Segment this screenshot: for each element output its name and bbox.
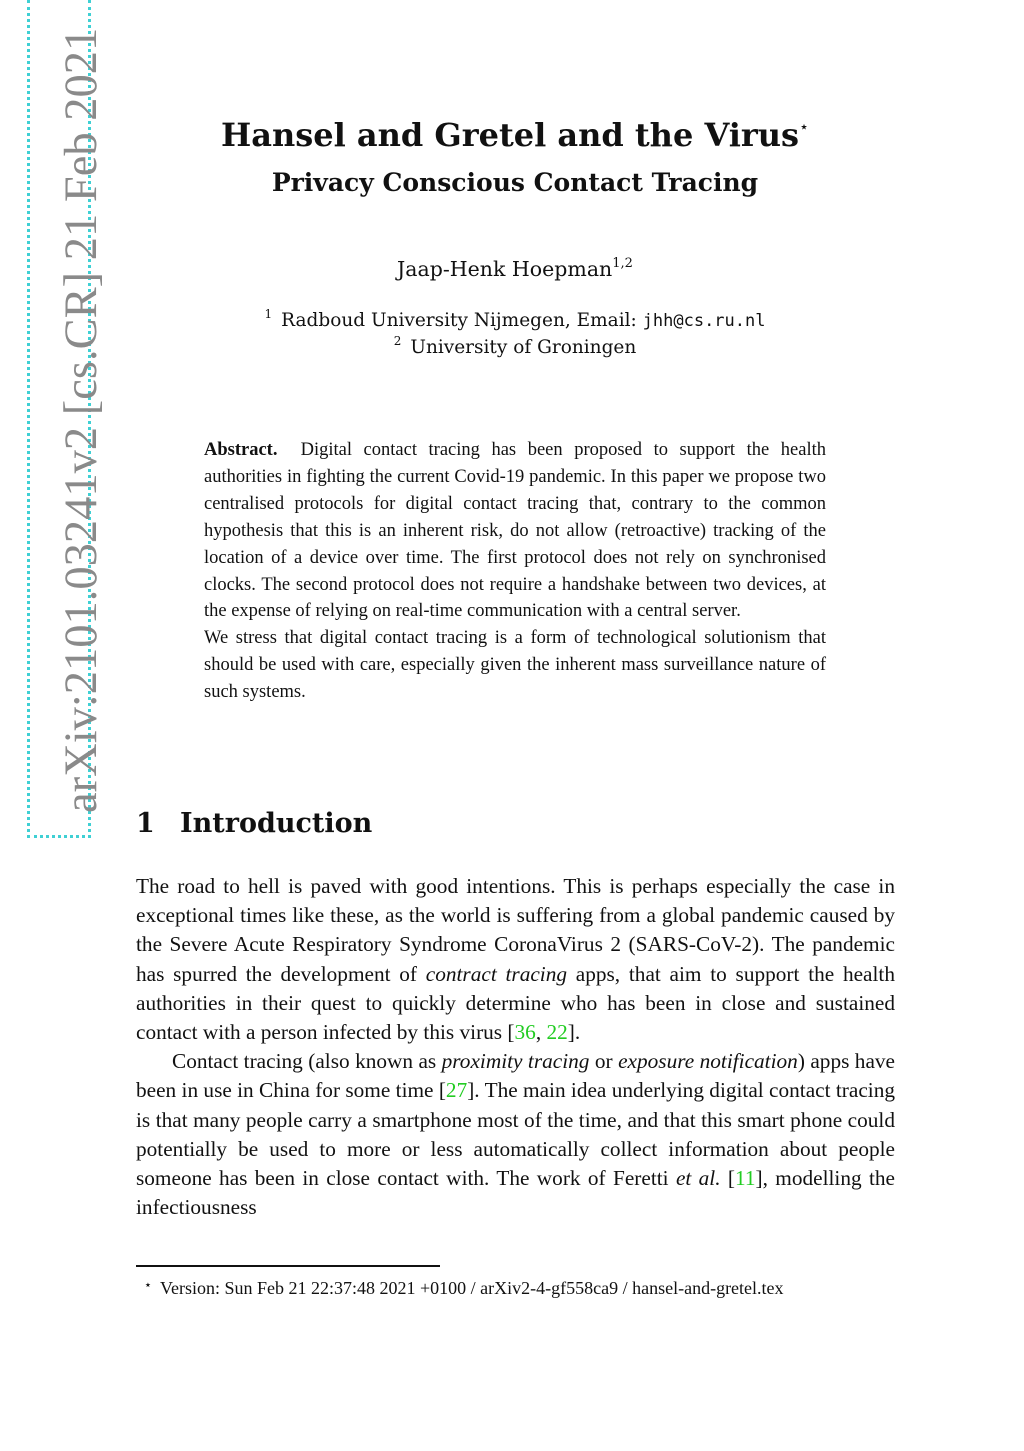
- section-number: 1: [136, 808, 155, 839]
- emphasis: exposure notification: [618, 1049, 798, 1074]
- abstract: [204, 437, 826, 706]
- text-run: [: [720, 1166, 735, 1191]
- text-run: or: [589, 1049, 619, 1074]
- text-run: apps, that aim to support the health authorities in their quest to quickly determine who has been in close and sustained contact with a person infected by this virus [: [136, 961, 895, 1045]
- footnote: [136, 1271, 895, 1302]
- affiliation-1: [0, 307, 1024, 331]
- title-footnote-mark: ⋆: [799, 117, 810, 136]
- affiliation-text: Radboud University Nijmegen, Email:: [281, 310, 643, 331]
- intro-paragraph-2: [136, 1047, 895, 1222]
- body-text: [136, 872, 895, 1222]
- emphasis: proximity tracing: [441, 1049, 590, 1074]
- author-email[interactable]: jhh@cs.ru.nl: [642, 311, 766, 331]
- section-title: Introduction: [180, 808, 373, 839]
- section-heading: [136, 808, 372, 839]
- abstract-paragraph-2: We stress that digital contact tracing is a form of technological solutionism that should be used with care, especially given the inherent mass surveillance nature of such systems.: [204, 628, 826, 703]
- text-run: Contact tracing (also known as: [172, 1049, 442, 1074]
- paper-subtitle: Privacy Conscious Contact Tracing: [271, 168, 759, 197]
- footnote-rule: [136, 1265, 440, 1267]
- paper-title: [0, 116, 1024, 154]
- emphasis: contract tracing: [425, 961, 568, 986]
- abstract-paragraph-1: [204, 437, 826, 625]
- text-run: ], modelling the infectiousness: [136, 1166, 896, 1220]
- affiliation-text: University of Groningen: [410, 337, 637, 358]
- text-run: ) apps have been in use in China for some time [: [136, 1049, 896, 1103]
- arxiv-stamp: arXiv:2101.03241v2 [cs.CR] 21 Feb 2021: [56, 27, 107, 813]
- footnote-mark: ⋆: [143, 1277, 153, 1292]
- emphasis: et al.: [675, 1166, 721, 1191]
- footnote-text: Version: Sun Feb 21 22:37:48 2021 +0100 / arXiv2-4-gf558ca9 / hansel-and-gretel.tex: [160, 1278, 784, 1298]
- affiliation-mark: 2: [393, 334, 402, 348]
- affiliation-2: [0, 334, 1024, 358]
- author-name: Jaap-Henk Hoepman: [397, 257, 613, 281]
- text-run: ,: [535, 1020, 547, 1045]
- text-run: ].: [567, 1020, 581, 1045]
- abstract-label: Abstract.: [204, 440, 278, 460]
- text-run: ]. The main idea underlying digital contact tracing is that many people carry a smartphone most of the time, and that this smart phone could potentially be used to more or less automatically collect information about people someone has been in close contact with. The work of Feretti: [136, 1078, 895, 1191]
- intro-paragraph-1: [136, 872, 895, 1047]
- author-affil-marks: 1,2: [612, 256, 633, 271]
- citation-link[interactable]: 27: [445, 1078, 468, 1103]
- text-run: The road to hell is paved with good intentions. This is perhaps especially the case in exceptional times like these, as the world is suffering from a global pandemic caused by the Severe Acute Respiratory Syndrome CoronaVirus 2 (SARS-CoV-2). The pandemic has spurred the development of: [136, 874, 895, 986]
- affiliation-mark: 1: [264, 307, 273, 321]
- abstract-text-1: Digital contact tracing has been proposed to support the health authorities in fighting the current Covid-19 pandemic. In this paper we propose two centralised protocols for digital contact tracing that, contrary to the common hypothesis that this is an inherent risk, do not allow (retroactive) tracking of the location of a device over time. The first protocol does not rely on synchronised clocks. The second protocol does not require a handshake between two devices, at the expense of relying on real-time communication with a central server.: [204, 440, 826, 622]
- citation-link[interactable]: 22: [546, 1020, 568, 1045]
- title-text: Hansel and Gretel and the Virus: [220, 116, 799, 154]
- author-line: [0, 256, 1024, 281]
- citation-link[interactable]: 11: [735, 1166, 756, 1191]
- citation-link[interactable]: 36: [514, 1020, 536, 1045]
